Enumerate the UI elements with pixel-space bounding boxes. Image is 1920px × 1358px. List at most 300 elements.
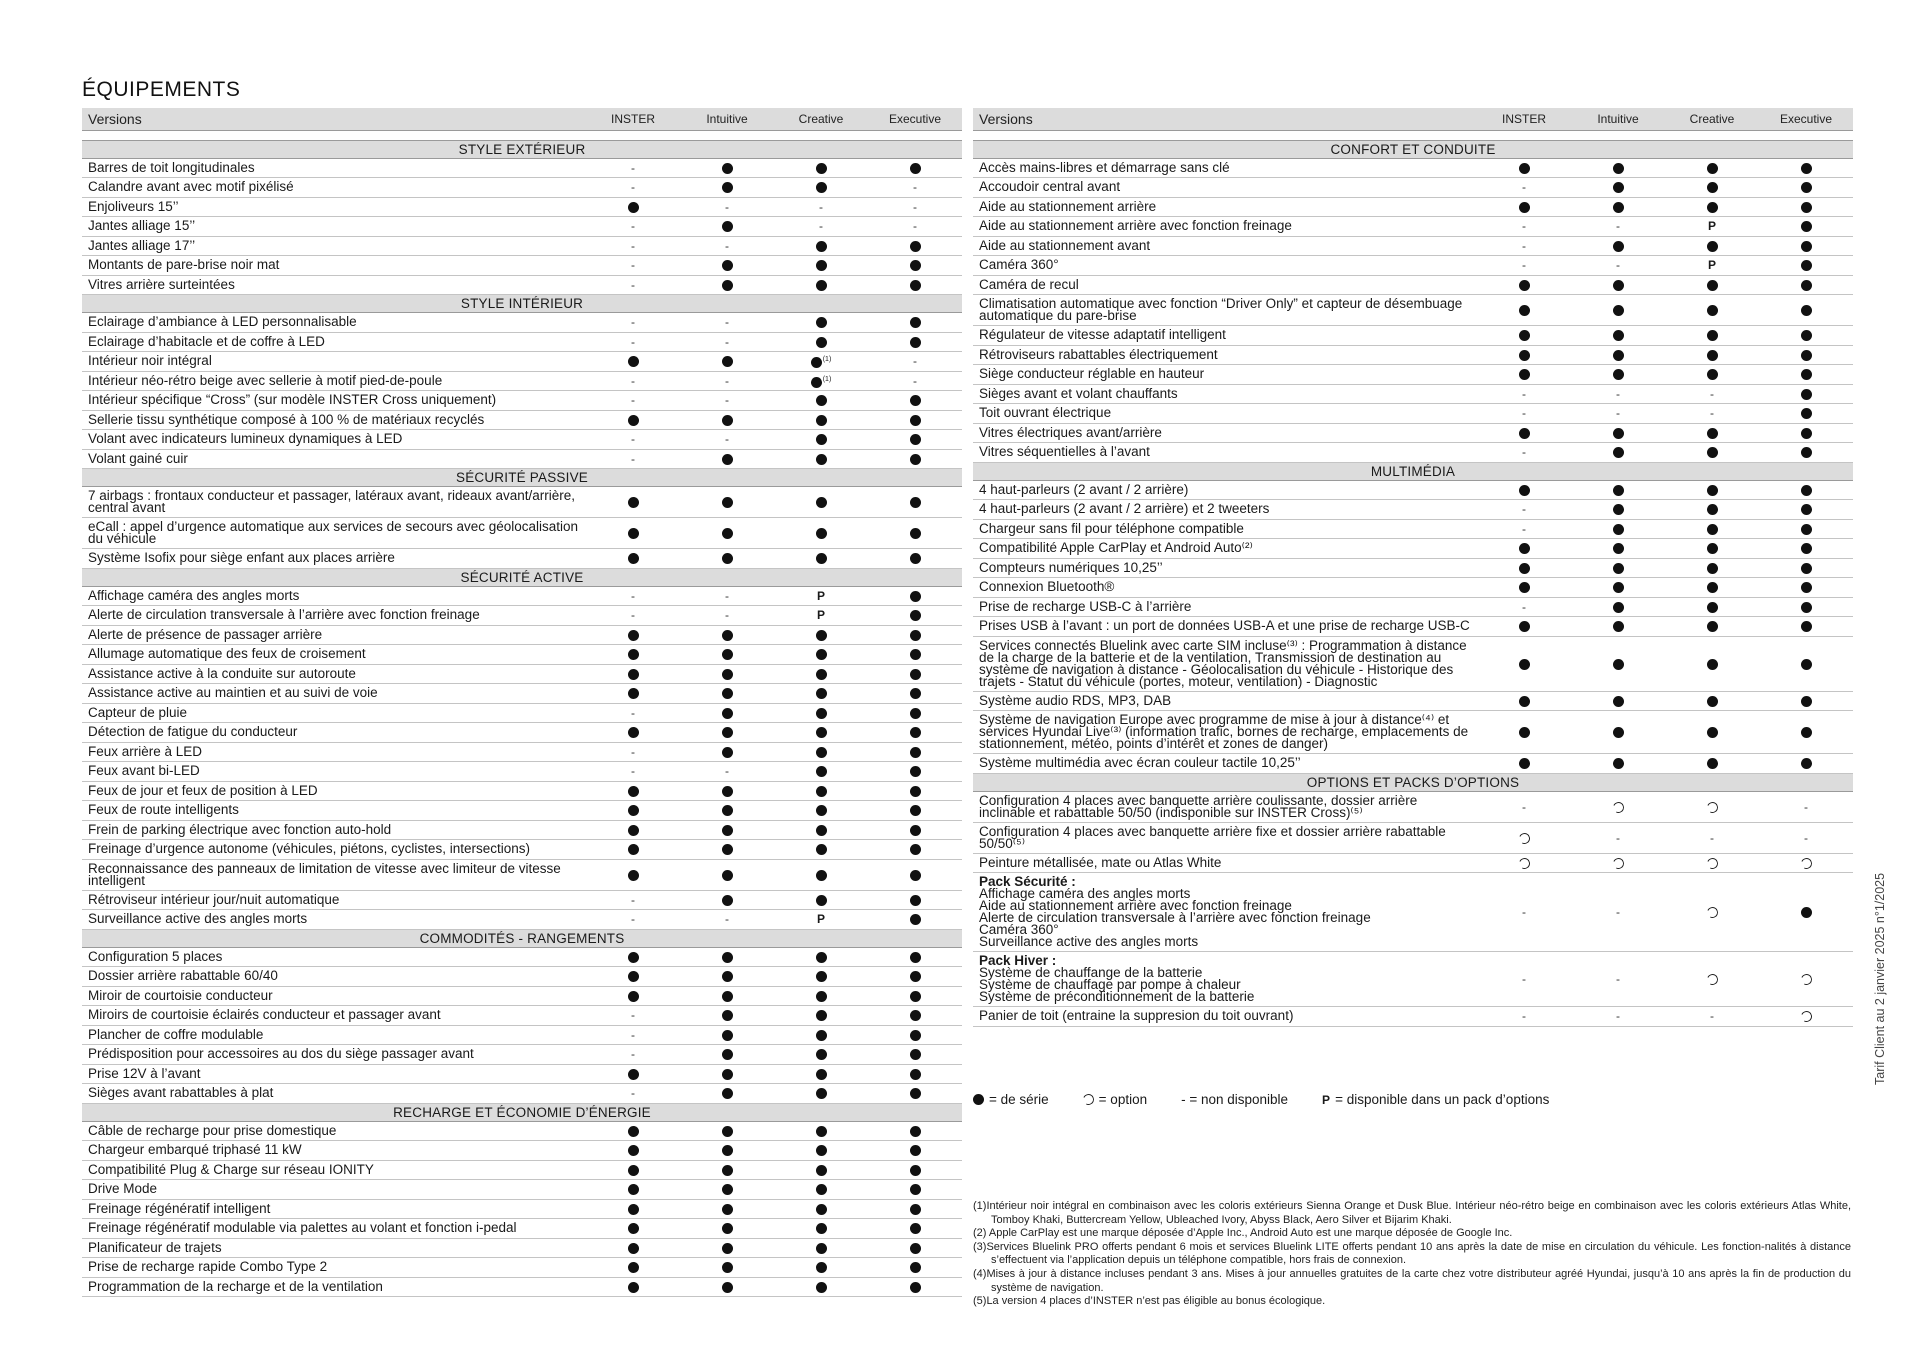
standard-dot-icon [1707, 447, 1718, 458]
availability-cell [1477, 636, 1571, 691]
availability-cell [586, 430, 680, 450]
availability-cell [1477, 275, 1571, 295]
standard-dot-icon [1801, 408, 1812, 419]
standard-dot-icon [722, 805, 733, 816]
availability-cell [586, 217, 680, 237]
table-row [82, 158, 962, 178]
availability-cell [774, 1006, 868, 1026]
availability-cell [1477, 617, 1571, 637]
page-title: ÉQUIPEMENTS [82, 78, 241, 101]
legend-unavailable [1181, 1092, 1288, 1107]
standard-dot-icon [910, 669, 921, 680]
availability-cell [774, 684, 868, 704]
availability-cell [1571, 822, 1665, 853]
standard-dot-icon [910, 766, 921, 777]
standard-dot-icon [1613, 504, 1624, 515]
unavailable-dash: - [1522, 1009, 1526, 1024]
standard-dot-icon [816, 825, 827, 836]
availability-cell [680, 449, 774, 469]
availability-cell [774, 910, 868, 930]
availability-cell [586, 410, 680, 430]
standard-dot-icon [1707, 369, 1718, 380]
feature-label: Plancher de coffre modulable [82, 1025, 586, 1045]
table-row [973, 345, 1853, 365]
availability-cell [680, 217, 774, 237]
table-row [973, 500, 1853, 520]
feature-label: Allumage automatique des feux de croisement [82, 645, 586, 665]
feature-label: Alerte de circulation transversale à l’arrière avec fonction freinage [82, 606, 586, 626]
feature-label: Assistance active à la conduite sur autoroute [82, 664, 586, 684]
availability-cell [680, 371, 774, 391]
standard-dot-icon [1801, 330, 1812, 341]
tarif-side-note: Tarif Client au 2 janvier 2025 n°1/2025 [1873, 872, 1887, 1085]
standard-dot-icon [816, 1145, 827, 1156]
availability-cell [680, 890, 774, 910]
standard-dot-icon [1613, 602, 1624, 613]
feature-label: Reconnaissance des panneaux de limitation de vitesse avec limiteur de vitesse intelligent [82, 859, 586, 890]
availability-cell [1571, 578, 1665, 598]
availability-cell [680, 352, 774, 372]
availability-cell [1759, 1007, 1853, 1027]
availability-cell [1571, 711, 1665, 754]
availability-cell [1759, 578, 1853, 598]
availability-cell [1571, 345, 1665, 365]
availability-cell [586, 684, 680, 704]
table-row [973, 791, 1853, 822]
availability-cell [680, 1160, 774, 1180]
standard-dot-icon [628, 1165, 639, 1176]
unavailable-dash: - [1616, 905, 1620, 919]
standard-dot-icon [1707, 485, 1718, 496]
availability-cell [586, 1025, 680, 1045]
availability-cell [1759, 217, 1853, 237]
availability-cell [586, 1180, 680, 1200]
availability-cell [1477, 597, 1571, 617]
availability-cell [774, 1180, 868, 1200]
standard-dot-icon [910, 1069, 921, 1080]
unavailable-dash: - [1522, 599, 1526, 614]
availability-cell [1665, 384, 1759, 404]
availability-cell [868, 313, 962, 333]
standard-dot-icon [1707, 504, 1718, 515]
table-row [973, 1007, 1853, 1027]
standard-dot-icon [722, 895, 733, 906]
availability-cell [1477, 217, 1571, 237]
availability-cell [586, 1219, 680, 1239]
standard-dot-icon [910, 260, 921, 271]
footnote-ref: (1) [822, 375, 832, 383]
availability-cell [1571, 873, 1665, 952]
availability-cell [1759, 345, 1853, 365]
unavailable-dash: - [1522, 799, 1526, 814]
availability-cell [868, 723, 962, 743]
standard-dot-icon [816, 395, 827, 406]
table-row [973, 275, 1853, 295]
standard-dot-icon [910, 952, 921, 963]
feature-label: Compatibilité Plug & Charge sur réseau IONITY [82, 1160, 586, 1180]
availability-cell [680, 967, 774, 987]
feature-label: Chargeur embarqué triphasé 11 kW [82, 1141, 586, 1161]
unavailable-dash: - [725, 432, 729, 447]
section-header [82, 469, 962, 487]
availability-cell [1477, 952, 1571, 1007]
availability-cell [1665, 197, 1759, 217]
standard-dot-icon [722, 1165, 733, 1176]
availability-cell [680, 1277, 774, 1297]
standard-dot-icon [816, 528, 827, 539]
availability-cell [1665, 295, 1759, 326]
availability-cell [680, 986, 774, 1006]
availability-cell [1477, 365, 1571, 385]
pack-item: Système de chauffage par pompe à chaleur [979, 977, 1241, 992]
feature-label: 4 haut-parleurs (2 avant / 2 arrière) [973, 480, 1477, 500]
availability-cell [586, 947, 680, 967]
availability-cell [1571, 597, 1665, 617]
standard-dot-icon [1707, 330, 1718, 341]
availability-cell [586, 625, 680, 645]
availability-cell [586, 197, 680, 217]
feature-label [973, 952, 1477, 1007]
standard-dot-icon [1613, 485, 1624, 496]
legend-pack-label: = disponible dans un pack d’options [1335, 1092, 1550, 1107]
availability-cell [774, 487, 868, 518]
availability-cell [1477, 178, 1571, 198]
table-row [82, 703, 962, 723]
section-title: SÉCURITÉ PASSIVE [82, 469, 962, 487]
unavailable-dash: - [1522, 972, 1526, 986]
feature-label: Prise de recharge rapide Combo Type 2 [82, 1258, 586, 1278]
availability-cell [868, 217, 962, 237]
standard-dot-icon [1707, 305, 1718, 316]
standard-dot-icon [1613, 447, 1624, 458]
availability-cell [680, 410, 774, 430]
availability-cell [868, 664, 962, 684]
unavailable-dash: - [1710, 406, 1714, 421]
availability-cell [868, 742, 962, 762]
standard-dot-icon [1613, 621, 1624, 632]
section-title: OPTIONS ET PACKS D’OPTIONS [973, 773, 1853, 791]
standard-dot-icon [1613, 428, 1624, 439]
availability-cell [868, 859, 962, 890]
standard-dot-icon [628, 1223, 639, 1234]
table-row [973, 691, 1853, 711]
unavailable-dash: - [631, 1008, 635, 1023]
table-row [82, 645, 962, 665]
unavailable-dash: - [631, 160, 635, 175]
standard-dot-icon [722, 415, 733, 426]
unavailable-dash: - [631, 219, 635, 234]
availability-cell [586, 236, 680, 256]
standard-dot-icon [722, 991, 733, 1002]
availability-cell [1477, 691, 1571, 711]
standard-dot-icon [816, 952, 827, 963]
availability-cell [774, 371, 868, 391]
availability-cell [1477, 1007, 1571, 1027]
table-row [82, 1160, 962, 1180]
availability-cell [774, 840, 868, 860]
availability-cell [1759, 480, 1853, 500]
availability-cell [774, 890, 868, 910]
standard-dot-icon [1519, 330, 1530, 341]
standard-dot-icon [1801, 758, 1812, 769]
feature-label: Panier de toit (entraine la suppresion du toit ouvrant) [973, 1007, 1477, 1027]
availability-cell [774, 275, 868, 295]
table-row [973, 617, 1853, 637]
table-row [973, 295, 1853, 326]
standard-dot-icon [722, 786, 733, 797]
availability-cell [1477, 711, 1571, 754]
standard-dot-icon [628, 825, 639, 836]
feature-label: Jantes alliage 17’’ [82, 236, 586, 256]
availability-cell [1759, 853, 1853, 873]
feature-label: Freinage d’urgence autonome (véhicules, piétons, cyclistes, intersections) [82, 840, 586, 860]
table-row [82, 430, 962, 450]
section-header [82, 140, 962, 158]
feature-label: Assistance active au maintien et au suivi de voie [82, 684, 586, 704]
feature-label: Calandre avant avec motif pixélisé [82, 178, 586, 198]
standard-dot-icon [816, 317, 827, 328]
availability-cell [1571, 443, 1665, 463]
standard-dot-icon [1707, 582, 1718, 593]
availability-cell [774, 820, 868, 840]
standard-dot-icon [816, 553, 827, 564]
availability-cell [586, 1141, 680, 1161]
table-row [82, 1121, 962, 1141]
availability-cell [680, 332, 774, 352]
table-row [82, 1219, 962, 1239]
availability-cell [868, 178, 962, 198]
availability-cell [868, 1258, 962, 1278]
standard-dot-icon [910, 1165, 921, 1176]
section-header [82, 1103, 962, 1121]
availability-cell [680, 859, 774, 890]
unavailable-dash: - [1522, 386, 1526, 401]
availability-cell [1759, 178, 1853, 198]
standard-dot-icon [910, 434, 921, 445]
feature-label: Capteur de pluie [82, 703, 586, 723]
standard-dot-icon [816, 415, 827, 426]
availability-cell [1665, 275, 1759, 295]
availability-cell [868, 1121, 962, 1141]
standard-dot-icon [816, 1165, 827, 1176]
availability-cell [680, 664, 774, 684]
availability-cell [868, 967, 962, 987]
unavailable-dash: - [913, 180, 917, 195]
table-row [82, 742, 962, 762]
availability-cell [680, 1180, 774, 1200]
feature-label: Configuration 4 places avec banquette arrière fixe et dossier arrière rabattable 50/50⁽⁵⁾ [973, 822, 1477, 853]
standard-dot-icon [1519, 163, 1530, 174]
legend-standard [973, 1092, 1049, 1107]
availability-cell [1665, 256, 1759, 276]
unavailable-dash: - [631, 608, 635, 623]
standard-dot-icon [1707, 758, 1718, 769]
availability-cell [1477, 873, 1571, 952]
availability-cell [680, 197, 774, 217]
section-header [82, 568, 962, 586]
availability-cell [774, 410, 868, 430]
unavailable-dash: - [1522, 406, 1526, 421]
standard-dot-icon [816, 1030, 827, 1041]
table-row [973, 217, 1853, 237]
feature-label: Vitres électriques avant/arrière [973, 423, 1477, 443]
availability-cell [774, 158, 868, 178]
standard-dot-icon [910, 1204, 921, 1215]
standard-dot-icon [1801, 504, 1812, 515]
feature-label: Sellerie tissu synthétique composé à 100 % de matériaux recyclés [82, 410, 586, 430]
feature-label: Sièges avant rabattables à plat [82, 1084, 586, 1104]
option-circle-icon [1081, 1092, 1095, 1106]
availability-cell [868, 410, 962, 430]
standard-dot-icon [1707, 727, 1718, 738]
table-row [973, 597, 1853, 617]
standard-dot-icon [910, 727, 921, 738]
table-row [82, 332, 962, 352]
table-row [82, 781, 962, 801]
standard-dot-icon [628, 1243, 639, 1254]
standard-dot-icon [910, 708, 921, 719]
availability-cell [586, 487, 680, 518]
feature-label: Prise 12V à l’avant [82, 1064, 586, 1084]
availability-cell [1571, 691, 1665, 711]
availability-cell [680, 1219, 774, 1239]
availability-cell [680, 1064, 774, 1084]
standard-dot-icon [628, 786, 639, 797]
feature-label: Accoudoir central avant [973, 178, 1477, 198]
feature-label: Volant gainé cuir [82, 449, 586, 469]
standard-dot-icon [910, 1088, 921, 1099]
availability-cell [1759, 197, 1853, 217]
header-spacer [973, 130, 1853, 140]
availability-cell [1571, 256, 1665, 276]
table-row [82, 1180, 962, 1200]
table-row [973, 952, 1853, 1007]
availability-cell [1759, 636, 1853, 691]
unavailable-dash: - [913, 373, 917, 388]
footnote-4: (4)Mises à jour à distance incluses pendant 3 ans. Mises à jour annuelles gratuites de la carte chez votre distributeur agréé Hyundai, jusqu’à 10 ans après la fin de production du système de navigation. [973, 1267, 1851, 1294]
section-title: CONFORT ET CONDUITE [973, 140, 1853, 158]
standard-dot-icon [628, 630, 639, 641]
standard-dot-icon [1519, 621, 1530, 632]
standard-dot-icon [910, 317, 921, 328]
unavailable-dash: - [725, 315, 729, 330]
table-row [82, 1006, 962, 1026]
availability-cell [868, 606, 962, 626]
table-row [82, 859, 962, 890]
standard-dot-icon [1801, 389, 1812, 400]
availability-cell [868, 1025, 962, 1045]
availability-cell [586, 723, 680, 743]
feature-label: Drive Mode [82, 1180, 586, 1200]
standard-dot-icon [722, 1243, 733, 1254]
table-row [82, 1141, 962, 1161]
standard-dot-icon [816, 747, 827, 758]
feature-label: Climatisation automatique avec fonction “Driver Only” et capteur de désembuage automatique du pare-brise [973, 295, 1477, 326]
table-row [973, 404, 1853, 424]
unavailable-dash: - [725, 588, 729, 603]
standard-dot-icon [816, 163, 827, 174]
table-row [82, 410, 962, 430]
standard-dot-icon [816, 870, 827, 881]
availability-cell [586, 1199, 680, 1219]
availability-cell [1665, 1007, 1759, 1027]
section-header [973, 140, 1853, 158]
unavailable-dash: - [725, 199, 729, 214]
standard-dot-icon [910, 280, 921, 291]
availability-cell [586, 549, 680, 569]
availability-cell [774, 1064, 868, 1084]
unavailable-dash: - [1616, 406, 1620, 421]
standard-dot-icon [1801, 696, 1812, 707]
standard-dot-icon [722, 630, 733, 641]
unavailable-dash: - [631, 334, 635, 349]
standard-dot-icon [1519, 350, 1530, 361]
option-circle-icon [1799, 1010, 1813, 1024]
standard-dot-icon [816, 844, 827, 855]
standard-dot-icon [910, 914, 921, 925]
availability-cell [1571, 236, 1665, 256]
feature-label: Prédisposition pour accessoires au dos du siège passager avant [82, 1045, 586, 1065]
availability-cell [868, 1045, 962, 1065]
standard-dot-icon [910, 497, 921, 508]
availability-cell [1571, 365, 1665, 385]
availability-cell [1759, 691, 1853, 711]
standard-dot-icon [1801, 524, 1812, 535]
standard-dot-icon [816, 1049, 827, 1060]
availability-cell [1759, 404, 1853, 424]
standard-dot-icon [816, 454, 827, 465]
standard-dot-icon [1707, 280, 1718, 291]
versions-header-row [82, 108, 962, 130]
standard-dot-icon [1613, 563, 1624, 574]
availability-cell [1759, 423, 1853, 443]
standard-dot-icon [628, 1126, 639, 1137]
availability-cell [1665, 423, 1759, 443]
standard-dot-icon [816, 337, 827, 348]
availability-cell [1477, 558, 1571, 578]
unavailable-dash: - [725, 393, 729, 408]
availability-cell [680, 586, 774, 606]
pack-p-mark: P [1707, 219, 1716, 234]
feature-label: Miroir de courtoisie conducteur [82, 986, 586, 1006]
feature-label: 7 airbags : frontaux conducteur et passager, latéraux avant, rideaux avant/arrière, central avant [82, 487, 586, 518]
unavailable-dash: - [631, 744, 635, 759]
availability-cell [774, 986, 868, 1006]
standard-dot-icon [1801, 221, 1812, 232]
availability-cell [586, 820, 680, 840]
unavailable-dash: - [819, 199, 823, 214]
table-row [82, 178, 962, 198]
version-header-inster: INSTER [1477, 108, 1571, 130]
standard-dot-icon [722, 260, 733, 271]
section-title: STYLE EXTÉRIEUR [82, 140, 962, 158]
standard-dot-icon [722, 182, 733, 193]
availability-cell [774, 947, 868, 967]
standard-dot-icon [816, 895, 827, 906]
availability-cell [680, 313, 774, 333]
standard-dot-icon [722, 1282, 733, 1293]
table-row [973, 519, 1853, 539]
legend-standard-label: = de série [989, 1092, 1049, 1107]
availability-cell [680, 158, 774, 178]
availability-cell [1477, 326, 1571, 346]
version-header-intuitive: Intuitive [680, 108, 774, 130]
table-row [82, 1258, 962, 1278]
standard-dot-icon [1801, 563, 1812, 574]
legend-option-label: = option [1098, 1092, 1148, 1107]
table-row [973, 636, 1853, 691]
standard-dot-icon [910, 649, 921, 660]
